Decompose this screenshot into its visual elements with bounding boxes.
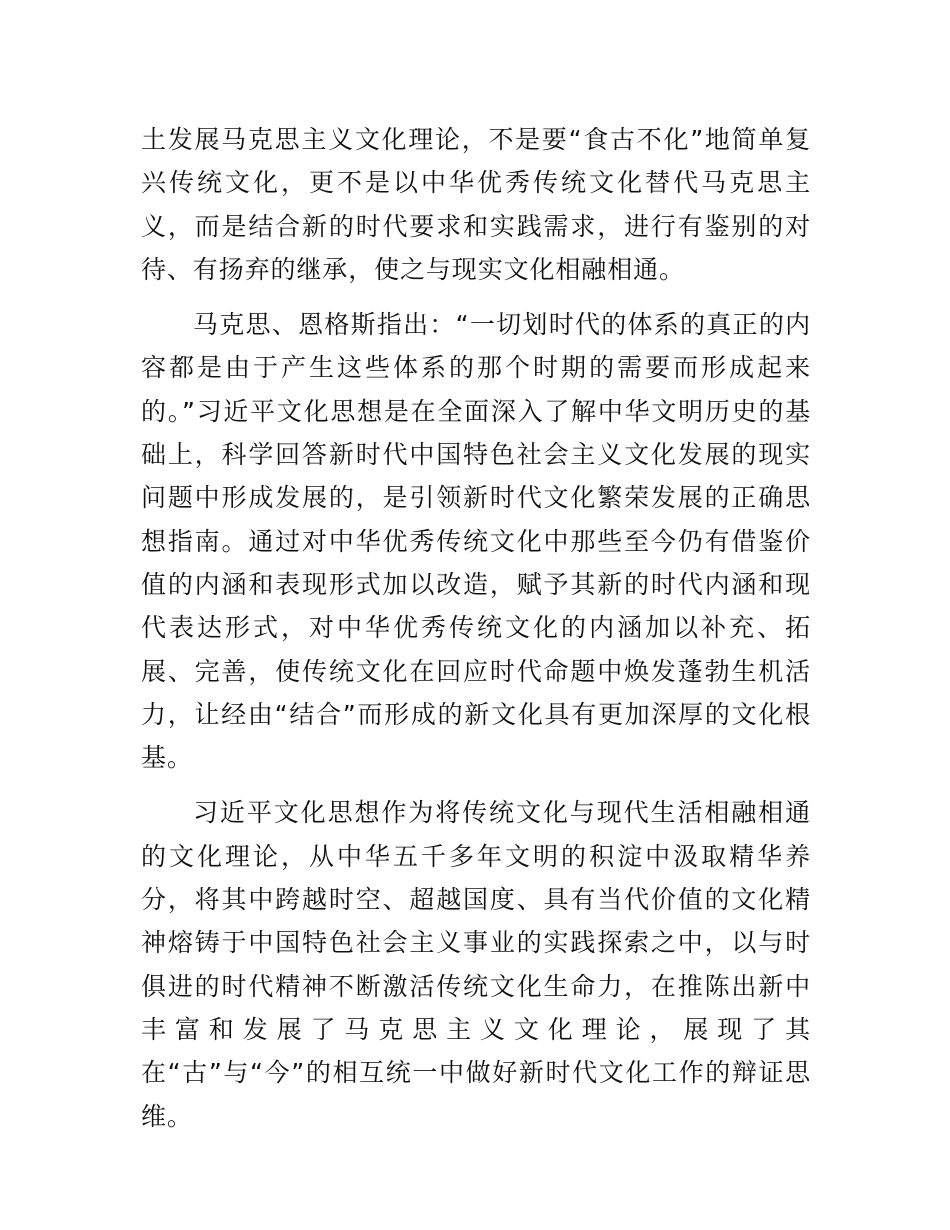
paragraph-continuation: 土发展马克思主义文化理论，不是要“食古不化”地简单复兴传统文化，更不是以中华优秀传统文化替代马克思主义，而是结合新的时代要求和实践需求，进行有鉴别的对待、有扬弃的继承，使之与现实文化相融相通。 (141, 125, 811, 284)
paragraph-cultural-theory: 习近平文化思想作为将传统文化与现代生活相融相通的文化理论，从中华五千多年文明的积淀中汲取精华养分，将其中跨越时空、超越国度、具有当代价值的文化精神熔铸于中国特色社会主义事业的实践探索之中，以与时俱进的时代精神不断激活传统文化生命力，在推陈出新中丰富和发展了马克思主义文化理论，展现了其在“古”与“今”的相互统一中做好新时代文化工作的辩证思维。 (141, 798, 811, 1131)
paragraph-marx-engels-quote: 马克思、恩格斯指出：“一切划时代的体系的真正的内容都是由于产生这些体系的那个时期的需要而形成起来的。”习近平文化思想是在全面深入了解中华文明历史的基础上，科学回答新时代中国特色社会主义文化发展的现实问题中形成发展的，是引领新时代文化繁荣发展的正确思想指南。通过对中华优秀传统文化中那些至今仍有借鉴价值的内涵和表现形式加以改造，赋予其新的时代内涵和现代表达形式，对中华优秀传统文化的内涵加以补充、拓展、完善，使传统文化在回应时代命题中焕发蓬勃生机活力，让经由“结合”而形成的新文化具有更加深厚的文化根基。 (141, 310, 811, 773)
document-body (141, 118, 811, 1138)
